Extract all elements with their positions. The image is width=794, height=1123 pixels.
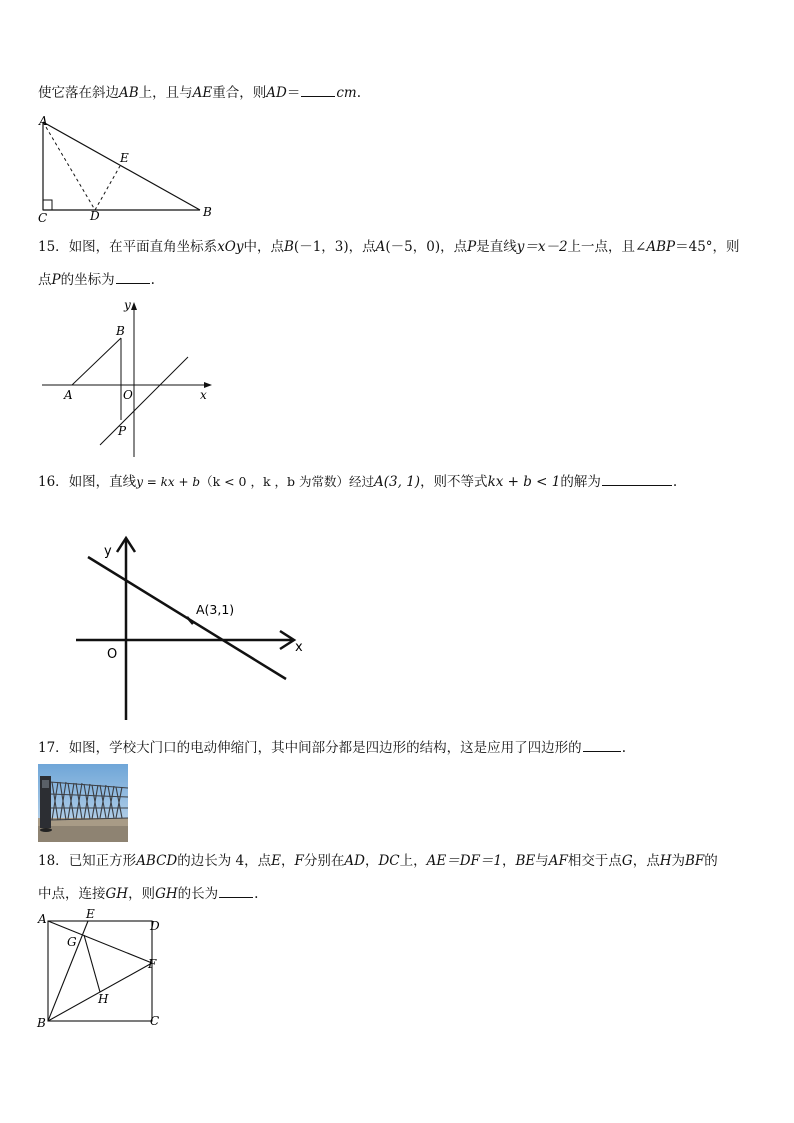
q14-text-3: 重合，则: [212, 85, 267, 101]
q15-line-1: [38, 238, 740, 256]
q15-text-5: 是直线: [476, 239, 517, 255]
q18-text-7: ，: [502, 853, 516, 869]
q15-point-b: B: [284, 239, 294, 255]
q14-text-5: .: [356, 85, 362, 101]
q16-line: [38, 472, 677, 491]
q15-label-x: x: [200, 388, 207, 402]
q14-answer-blank[interactable]: [301, 83, 335, 97]
q18-segment-af: [48, 921, 152, 963]
q14-unit: cm: [336, 85, 357, 101]
q16-figure: [70, 530, 315, 725]
q18-text-12: 的: [704, 853, 718, 869]
q14-seg-ab: AB: [119, 85, 139, 101]
q16-text-2: （k < 0 ，k ，b 为常数）经过: [200, 474, 375, 489]
q17-gate-photo: [38, 764, 128, 842]
q18-point-g: G: [621, 853, 633, 869]
q17-number: 17．: [38, 740, 69, 756]
q15-number: 15．: [38, 239, 69, 255]
q15-point-p: P: [467, 239, 477, 255]
q15-text-2: 中，点: [243, 239, 284, 255]
q16-line-equation: y = kx + b: [136, 475, 201, 489]
q14-label-e: E: [120, 151, 129, 165]
q18-text-1: 已知正方形: [68, 853, 137, 869]
q18-text-15: 的长为: [177, 886, 219, 902]
q14-text-1: 使它落在斜边: [38, 85, 119, 101]
q18-text-16: .: [254, 886, 259, 902]
q15-label-y: y: [124, 298, 131, 312]
q17-answer-blank[interactable]: [583, 738, 621, 752]
q18-answer-blank[interactable]: [219, 884, 253, 898]
q18-text-4: 分别在: [303, 853, 345, 869]
q18-label-h: H: [98, 992, 109, 1006]
q14-side-ab: [43, 122, 200, 210]
q15-label-o: O: [123, 388, 133, 402]
q18-point-h: H: [659, 853, 672, 869]
q18-seg-dc: DC: [378, 853, 400, 869]
q18-text-10: ，点: [632, 853, 660, 869]
q16-number: 16．: [38, 474, 69, 490]
q18-label-g: G: [67, 935, 77, 949]
q14-label-c: C: [38, 211, 48, 224]
q18-label-b: B: [37, 1016, 46, 1030]
q16-text-3: ，则不等式: [420, 474, 488, 490]
q16-point-a: A(3, 1): [374, 474, 421, 490]
q14-label-b: B: [203, 205, 212, 219]
q14-seg-ad: AD: [266, 85, 287, 101]
q15-point-a: A: [375, 239, 386, 255]
q18-seg-af: AF: [548, 853, 568, 869]
q18-label-f: F: [148, 957, 157, 971]
q16-inequality: kx + b < 1: [487, 474, 561, 490]
q14-text-2: 上，且与: [138, 85, 193, 101]
q15-line-l: [100, 357, 188, 445]
q18-figure: [34, 905, 169, 1035]
q15-point-p-2: P: [51, 272, 61, 288]
q14-label-d: D: [90, 209, 100, 223]
q18-seg-ad: AD: [344, 853, 365, 869]
q17-line: [38, 738, 626, 757]
q14-figure: [30, 112, 220, 224]
q18-label-d: D: [150, 919, 160, 933]
q15-text-6: 上一点，且∠: [567, 239, 647, 255]
q18-seg-gh-2: GH: [155, 886, 178, 902]
q16-text-1: 如图，直线: [68, 474, 137, 490]
q14-fold-ad: [43, 122, 95, 210]
q18-equalities: AE＝DF＝1: [426, 853, 503, 869]
q17-text-1: 如图，学校大门口的电动伸缩门，其中间部分都是四边形的结构，这是应用了四边形的: [68, 740, 582, 756]
q15-segment-ab: [72, 338, 121, 385]
q15-text-1: 如图，在平面直角坐标系: [68, 239, 218, 255]
q16-text-4: 的解为: [560, 474, 601, 490]
q16-label-x: x: [295, 640, 303, 655]
q18-label-c: C: [150, 1014, 160, 1028]
q15-answer-blank[interactable]: [116, 270, 150, 284]
q15-text-8: 点: [38, 272, 52, 288]
q14-text-4: ＝: [286, 85, 301, 101]
q15-xoy: xOy: [217, 239, 244, 255]
q18-label-e: E: [86, 907, 95, 921]
q15-line-equation: y＝x－2: [516, 239, 568, 255]
q15-text-3: ，点: [348, 239, 376, 255]
q16-label-a: A(3,1): [196, 602, 235, 617]
q18-label-a: A: [38, 912, 47, 926]
q15-label-b: B: [116, 324, 125, 338]
q18-text-9: 相交于点: [567, 853, 622, 869]
q15-a-coord: (－5，0): [385, 239, 441, 255]
q15-text-10: .: [150, 272, 155, 288]
q15-y-arrow: [131, 302, 137, 310]
q14-text: [38, 83, 361, 102]
q18-text-5: ，: [364, 853, 379, 869]
q15-label-a: A: [64, 388, 73, 402]
q18-seg-bf: BF: [685, 853, 705, 869]
q15-text-9: 的坐标为: [60, 272, 115, 288]
q14-fold-de: [95, 166, 120, 210]
q16-label-y: y: [104, 544, 112, 559]
q15-figure: [38, 295, 218, 460]
q18-seg-be: BE: [515, 853, 536, 869]
q15-b-coord: (－1，3): [293, 239, 349, 255]
q16-label-o: O: [107, 647, 118, 662]
q16-text-5: .: [672, 474, 678, 490]
q15-text-7: ＝45°，则: [675, 239, 740, 255]
q18-point-e: E: [271, 853, 282, 869]
q17-text-2: .: [621, 740, 626, 756]
q14-right-angle-mark: [43, 200, 52, 210]
q18-square-abcd: ABCD: [136, 853, 178, 869]
q18-text-14: ，则: [128, 886, 156, 902]
q14-seg-ae: AE: [192, 85, 213, 101]
q18-segment-gh: [84, 935, 100, 992]
q15-label-p: P: [118, 424, 127, 438]
q15-text-4: ，点: [440, 239, 468, 255]
q14-label-a: A: [39, 114, 48, 128]
q18-text-3: ，: [281, 853, 295, 869]
q15-angle-abp: ABP: [646, 239, 676, 255]
q15-line-2: [38, 270, 155, 289]
q18-text-8: 与: [535, 853, 549, 869]
q18-line-2: [38, 884, 258, 903]
q18-square: [48, 921, 152, 1021]
q18-point-f: F: [294, 853, 304, 869]
q18-text-6: 上，: [399, 853, 427, 869]
q18-number: 18．: [38, 853, 69, 869]
q18-text-11: 为: [671, 853, 685, 869]
q18-text-2: 的边长为 4，点: [177, 853, 272, 869]
q18-seg-gh: GH: [105, 886, 129, 902]
q16-answer-blank[interactable]: [602, 472, 672, 486]
q18-line-1: [38, 852, 718, 870]
q18-text-13: 中点，连接: [38, 886, 106, 902]
